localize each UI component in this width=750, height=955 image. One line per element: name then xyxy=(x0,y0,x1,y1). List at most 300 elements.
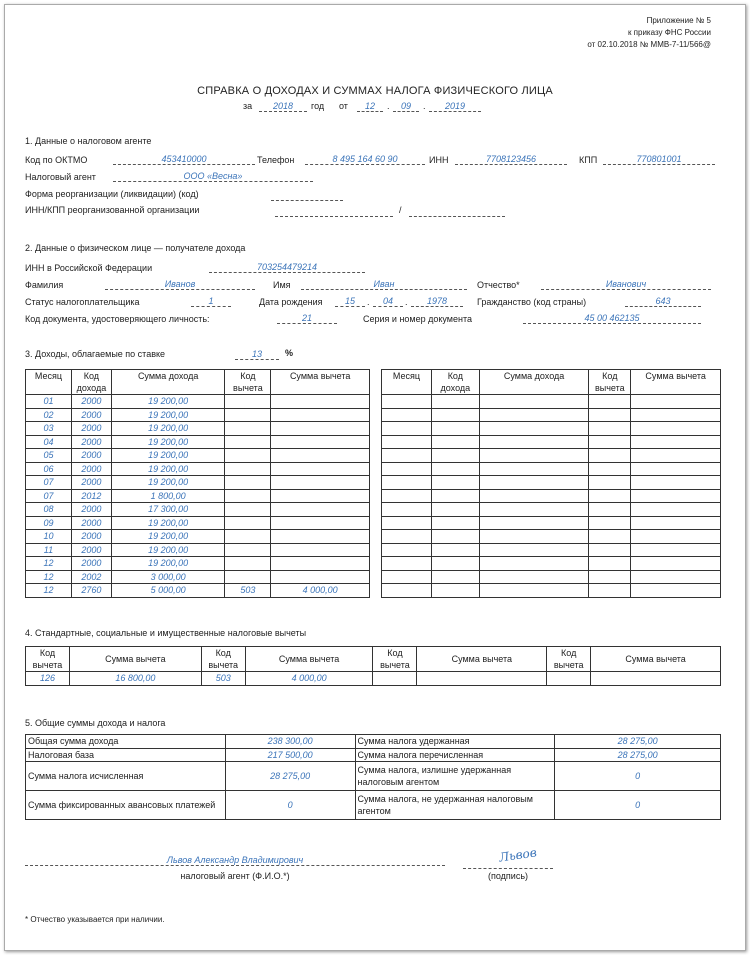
income-row xyxy=(382,584,721,598)
income-code-cell xyxy=(431,557,479,571)
deduction-sum-cell xyxy=(631,489,721,503)
income-row xyxy=(26,462,370,476)
deduction-code-cell xyxy=(589,584,631,598)
income-row xyxy=(26,516,370,530)
month-cell: 07 xyxy=(26,489,72,503)
income-code-cell: 2000 xyxy=(71,435,111,449)
tax-not-withheld-value: 0 xyxy=(555,791,721,820)
col-deduction-code: Код вычета xyxy=(201,647,245,672)
deduction-code-cell xyxy=(589,570,631,584)
signatory-name: Львов Александр Владимирович xyxy=(25,855,445,866)
income-code-cell xyxy=(431,530,479,544)
totals-row xyxy=(26,735,721,749)
deduction-sum-cell xyxy=(271,422,370,436)
income-row xyxy=(26,408,370,422)
income-code-cell: 2002 xyxy=(71,570,111,584)
deduction-sum-cell xyxy=(631,557,721,571)
date-dot: . xyxy=(423,101,426,111)
month-cell: 04 xyxy=(26,435,72,449)
income-code-cell: 2000 xyxy=(71,543,111,557)
person-inn-value: 703254479214 xyxy=(209,262,365,273)
income-code-cell: 2000 xyxy=(71,408,111,422)
deduction-sum-cell xyxy=(631,408,721,422)
income-sum-cell: 19 200,00 xyxy=(111,476,225,490)
income-sum-cell xyxy=(479,503,589,517)
income-sum-cell: 19 200,00 xyxy=(111,462,225,476)
income-sum-cell xyxy=(479,543,589,557)
tax-withheld-label: Сумма налога удержанная xyxy=(355,735,555,749)
deduction-sum-cell xyxy=(271,395,370,409)
deduction-sum-cell xyxy=(631,516,721,530)
deduction-code-cell xyxy=(589,516,631,530)
income-table-left xyxy=(25,369,370,598)
income-code-cell xyxy=(431,449,479,463)
surname-value: Иванов xyxy=(105,279,255,290)
month-cell xyxy=(382,435,432,449)
income-header-row xyxy=(382,370,721,395)
income-code-cell xyxy=(431,489,479,503)
totals-row xyxy=(26,762,721,791)
deduction-code-cell xyxy=(589,449,631,463)
col-deduction-sum: Сумма вычета xyxy=(417,647,547,672)
income-code-cell: 2000 xyxy=(71,476,111,490)
deduction-code: 503 xyxy=(201,672,245,686)
income-sum-cell xyxy=(479,570,589,584)
col-deduction-code: Код вычета xyxy=(589,370,631,395)
citizenship-value: 643 xyxy=(625,296,701,307)
signature-line xyxy=(463,867,553,869)
month-cell: 03 xyxy=(26,422,72,436)
col-deduction-sum: Сумма вычета xyxy=(631,370,721,395)
col-deduction-code: Код вычета xyxy=(373,647,417,672)
period-ot-label: от xyxy=(339,101,348,111)
deduction-sum-cell xyxy=(631,476,721,490)
doc-series-value: 45 00 462135 xyxy=(523,313,701,324)
month-cell: 12 xyxy=(26,557,72,571)
date-dot: . xyxy=(387,101,390,111)
deduction-sum-cell xyxy=(271,570,370,584)
month-cell: 02 xyxy=(26,408,72,422)
period-god-label: год xyxy=(311,101,325,111)
patronymic-label: Отчество* xyxy=(477,280,520,290)
income-sum-cell: 19 200,00 xyxy=(111,435,225,449)
deduction-code-cell xyxy=(225,530,271,544)
col-deduction-code: Код вычета xyxy=(26,647,70,672)
deduction-code-cell xyxy=(589,503,631,517)
col-income-sum: Сумма дохода xyxy=(111,370,225,395)
income-sum-cell: 19 200,00 xyxy=(111,530,225,544)
income-row xyxy=(382,408,721,422)
document-page xyxy=(4,4,746,951)
income-row xyxy=(26,435,370,449)
deduction-sum: 16 800,00 xyxy=(69,672,201,686)
income-sum-cell: 3 000,00 xyxy=(111,570,225,584)
reorg-slash: / xyxy=(399,205,402,215)
order-line: к приказу ФНС России xyxy=(627,28,711,37)
deduction-code-cell xyxy=(589,422,631,436)
income-sum-cell: 1 800,00 xyxy=(111,489,225,503)
deduction-sum xyxy=(417,672,547,686)
income-sum-cell: 19 200,00 xyxy=(111,543,225,557)
deduction-sum-cell xyxy=(271,489,370,503)
deduction-code: 126 xyxy=(26,672,70,686)
total-income-value: 238 300,00 xyxy=(225,735,355,749)
col-deduction-sum: Сумма вычета xyxy=(245,647,373,672)
income-code-cell: 2000 xyxy=(71,422,111,436)
income-row xyxy=(382,476,721,490)
section5-title: 5. Общие суммы дохода и налога xyxy=(25,718,166,728)
kpp-value: 770801001 xyxy=(603,154,715,165)
income-row xyxy=(382,530,721,544)
tax-transferred-label: Сумма налога перечисленная xyxy=(355,748,555,762)
period-za-label: за xyxy=(243,101,253,111)
deduction-code-cell xyxy=(225,408,271,422)
section1-title: 1. Данные о налоговом агенте xyxy=(25,136,152,146)
deduction-code xyxy=(547,672,591,686)
deduction-code-cell xyxy=(225,570,271,584)
month-cell: 09 xyxy=(26,516,72,530)
signature-mark: Львов xyxy=(498,845,538,865)
status-value: 1 xyxy=(191,296,231,307)
month-cell: 12 xyxy=(26,584,72,598)
income-header-row xyxy=(26,370,370,395)
income-sum-cell: 17 300,00 xyxy=(111,503,225,517)
income-code-cell xyxy=(431,476,479,490)
deduction-sum-cell xyxy=(631,422,721,436)
agent-value: ООО «Весна» xyxy=(113,171,313,182)
deduction-sum-cell xyxy=(631,435,721,449)
income-code-cell xyxy=(431,408,479,422)
income-sum-cell xyxy=(479,584,589,598)
income-row xyxy=(26,557,370,571)
col-income-sum: Сумма дохода xyxy=(479,370,589,395)
date-month: 09 xyxy=(393,101,419,112)
deduction-code-cell xyxy=(589,395,631,409)
deduction-code-cell xyxy=(225,476,271,490)
deduction-sum-cell xyxy=(271,516,370,530)
doc-series-label: Серия и номер документа xyxy=(363,314,472,324)
tax-base-label: Налоговая база xyxy=(26,748,226,762)
tax-base-value: 217 500,00 xyxy=(225,748,355,762)
phone-label: Телефон xyxy=(257,155,295,165)
deduction-sum-cell xyxy=(631,543,721,557)
deduction-sum-cell xyxy=(631,570,721,584)
deduction-code-cell xyxy=(589,557,631,571)
income-code-cell xyxy=(431,543,479,557)
appendix-header xyxy=(587,15,711,51)
patronymic-value: Иванович xyxy=(541,279,711,290)
deduction-code-cell xyxy=(225,516,271,530)
month-cell xyxy=(382,557,432,571)
deduction-sum-cell xyxy=(271,408,370,422)
deduction-sum: 4 000,00 xyxy=(245,672,373,686)
deduction-sum xyxy=(591,672,721,686)
status-label: Статус налогоплательщика xyxy=(25,297,140,307)
deductions-header-row xyxy=(26,647,721,672)
deduction-code-cell xyxy=(225,435,271,449)
deduction-code-cell xyxy=(225,489,271,503)
deduction-sum-cell xyxy=(631,530,721,544)
income-sum-cell xyxy=(479,489,589,503)
income-sum-cell xyxy=(479,422,589,436)
period-year: 2018 xyxy=(259,101,307,112)
income-code-cell xyxy=(431,462,479,476)
section4-title: 4. Стандартные, социальные и имущественные налоговые вычеты xyxy=(25,628,307,638)
deduction-sum-cell xyxy=(631,395,721,409)
date-year: 2019 xyxy=(429,101,481,112)
fixed-adv-value: 0 xyxy=(225,791,355,820)
col-income-code: Код дохода xyxy=(431,370,479,395)
month-cell: 10 xyxy=(26,530,72,544)
income-code-cell: 2000 xyxy=(71,462,111,476)
oktmo-label: Код по ОКТМО xyxy=(25,155,88,165)
income-sum-cell: 19 200,00 xyxy=(111,516,225,530)
doc-code-label: Код документа, удостоверяющего личность: xyxy=(25,314,210,324)
income-row xyxy=(382,395,721,409)
deduction-code-cell xyxy=(225,557,271,571)
deduction-sum-cell xyxy=(631,449,721,463)
date-day: 12 xyxy=(357,101,383,112)
income-sum-cell xyxy=(479,395,589,409)
income-code-cell xyxy=(431,503,479,517)
doc-code-value: 21 xyxy=(277,313,337,324)
birth-label: Дата рождения xyxy=(259,297,323,307)
month-cell: 11 xyxy=(26,543,72,557)
col-deduction-sum: Сумма вычета xyxy=(69,647,201,672)
reorg-form-label: Форма реорганизации (ликвидации) (код) xyxy=(25,189,199,199)
month-cell xyxy=(382,462,432,476)
deduction-code-cell: 503 xyxy=(225,584,271,598)
col-month: Месяц xyxy=(26,370,72,395)
footnote: * Отчество указывается при наличии. xyxy=(25,915,165,924)
deduction-code-cell xyxy=(225,462,271,476)
order-date-line: от 02.10.2018 № ММВ-7-11/566@ xyxy=(587,40,711,49)
section2-title: 2. Данные о физическом лице — получателе дохода xyxy=(25,243,246,253)
tax-calc-value: 28 275,00 xyxy=(225,762,355,791)
income-sum-cell xyxy=(479,476,589,490)
deduction-sum-cell xyxy=(271,557,370,571)
income-code-cell: 2760 xyxy=(71,584,111,598)
income-sum-cell: 19 200,00 xyxy=(111,395,225,409)
income-row xyxy=(26,543,370,557)
citizenship-label: Гражданство (код страны) xyxy=(477,297,587,307)
person-inn-label: ИНН в Российской Федерации xyxy=(25,263,153,273)
month-cell: 12 xyxy=(26,570,72,584)
month-cell xyxy=(382,476,432,490)
income-sum-cell: 19 200,00 xyxy=(111,408,225,422)
income-table-right xyxy=(381,369,721,598)
income-code-cell xyxy=(431,570,479,584)
income-row xyxy=(26,395,370,409)
income-code-cell: 2000 xyxy=(71,449,111,463)
income-code-cell xyxy=(431,516,479,530)
deduction-sum-cell xyxy=(631,584,721,598)
month-cell xyxy=(382,570,432,584)
tax-excess-label: Сумма налога, излишне удержанная налоговым агентом xyxy=(355,762,555,791)
month-cell xyxy=(382,422,432,436)
deduction-code-cell xyxy=(589,543,631,557)
birth-year: 1978 xyxy=(411,296,463,307)
tax-calc-label: Сумма налога исчисленная xyxy=(26,762,226,791)
income-sum-cell xyxy=(479,462,589,476)
income-row xyxy=(382,462,721,476)
deductions-value-row xyxy=(26,672,721,686)
rate-value: 13 xyxy=(235,349,279,360)
income-row xyxy=(382,489,721,503)
month-cell xyxy=(382,543,432,557)
birth-day: 15 xyxy=(335,296,365,307)
reorg-kpp-field xyxy=(409,205,505,217)
kpp-label: КПП xyxy=(579,155,598,165)
income-row xyxy=(26,570,370,584)
income-sum-cell xyxy=(479,557,589,571)
deduction-code-cell xyxy=(589,408,631,422)
agent-label: Налоговый агент xyxy=(25,172,96,182)
month-cell: 05 xyxy=(26,449,72,463)
month-cell xyxy=(382,503,432,517)
income-code-cell: 2000 xyxy=(71,516,111,530)
agent-inn-label: ИНН xyxy=(429,155,449,165)
income-sum-cell: 19 200,00 xyxy=(111,422,225,436)
deduction-code-cell xyxy=(225,395,271,409)
page-title: СПРАВКА О ДОХОДАХ И СУММАХ НАЛОГА ФИЗИЧЕСКОГО ЛИЦА xyxy=(197,85,553,97)
section3-title: 3. Доходы, облагаемые по ставке xyxy=(25,349,166,359)
income-code-cell xyxy=(431,584,479,598)
reorg-form-field xyxy=(271,189,343,201)
deduction-sum-cell xyxy=(271,449,370,463)
month-cell: 06 xyxy=(26,462,72,476)
deduction-sum-cell xyxy=(271,530,370,544)
month-cell: 01 xyxy=(26,395,72,409)
tax-transferred-value: 28 275,00 xyxy=(555,748,721,762)
deduction-sum-cell xyxy=(271,476,370,490)
income-code-cell: 2000 xyxy=(71,557,111,571)
percent-sign: % xyxy=(285,348,294,358)
birth-month: 04 xyxy=(373,296,403,307)
col-income-code: Код дохода xyxy=(71,370,111,395)
month-cell xyxy=(382,489,432,503)
agent-inn-value: 7708123456 xyxy=(455,154,567,165)
deduction-code-cell xyxy=(589,476,631,490)
deduction-sum-cell xyxy=(271,503,370,517)
income-sum-cell xyxy=(479,530,589,544)
income-code-cell xyxy=(431,395,479,409)
income-sum-cell xyxy=(479,449,589,463)
birth-dot: . xyxy=(405,297,408,307)
income-sum-cell: 19 200,00 xyxy=(111,449,225,463)
month-cell: 07 xyxy=(26,476,72,490)
surname-label: Фамилия xyxy=(25,280,64,290)
col-deduction-code: Код вычета xyxy=(225,370,271,395)
deduction-sum-cell: 4 000,00 xyxy=(271,584,370,598)
tax-excess-value: 0 xyxy=(555,762,721,791)
reorg-inn-label: ИНН/КПП реорганизованной организации xyxy=(25,205,200,215)
deduction-sum-cell xyxy=(271,435,370,449)
reorg-inn-field xyxy=(275,205,393,217)
fixed-adv-label: Сумма фиксированных авансовых платежей xyxy=(26,791,226,820)
name-label: Имя xyxy=(273,280,291,290)
income-row xyxy=(382,557,721,571)
tax-withheld-value: 28 275,00 xyxy=(555,735,721,749)
income-row xyxy=(26,476,370,490)
income-sum-cell xyxy=(479,408,589,422)
deduction-code-cell xyxy=(225,543,271,557)
deduction-code xyxy=(373,672,417,686)
col-deduction-sum: Сумма вычета xyxy=(271,370,370,395)
income-row xyxy=(382,543,721,557)
income-row xyxy=(26,503,370,517)
deduction-code-cell xyxy=(225,449,271,463)
deductions-table xyxy=(25,646,721,686)
total-income-label: Общая сумма дохода xyxy=(26,735,226,749)
phone-value: 8 495 164 60 90 xyxy=(305,154,425,165)
income-row xyxy=(26,449,370,463)
month-cell: 08 xyxy=(26,503,72,517)
deduction-code-cell xyxy=(225,503,271,517)
income-row xyxy=(382,570,721,584)
deduction-code-cell xyxy=(589,489,631,503)
tax-not-withheld-label: Сумма налога, не удержанная налоговым агентом xyxy=(355,791,555,820)
deduction-sum-cell xyxy=(271,543,370,557)
deduction-sum-cell xyxy=(631,462,721,476)
income-code-cell: 2000 xyxy=(71,503,111,517)
income-row xyxy=(26,422,370,436)
income-code-cell: 2012 xyxy=(71,489,111,503)
income-row xyxy=(26,530,370,544)
month-cell xyxy=(382,408,432,422)
month-cell xyxy=(382,516,432,530)
month-cell xyxy=(382,530,432,544)
signatory-caption: налоговый агент (Ф.И.О.*) xyxy=(180,871,290,881)
col-month: Месяц xyxy=(382,370,432,395)
totals-table xyxy=(25,734,721,820)
name-value: Иван xyxy=(301,279,467,290)
income-code-cell: 2000 xyxy=(71,395,111,409)
month-cell xyxy=(382,395,432,409)
income-code-cell xyxy=(431,422,479,436)
signature-caption: (подпись) xyxy=(487,871,529,881)
income-row xyxy=(382,449,721,463)
deduction-code-cell xyxy=(225,422,271,436)
deduction-sum-cell xyxy=(631,503,721,517)
appendix-line: Приложение № 5 xyxy=(646,16,711,25)
deduction-sum-cell xyxy=(271,462,370,476)
income-row xyxy=(26,584,370,598)
income-row xyxy=(382,503,721,517)
birth-dot: . xyxy=(367,297,370,307)
col-deduction-code: Код вычета xyxy=(547,647,591,672)
income-code-cell: 2000 xyxy=(71,530,111,544)
income-sum-cell xyxy=(479,516,589,530)
deduction-code-cell xyxy=(589,435,631,449)
income-row xyxy=(382,422,721,436)
income-code-cell xyxy=(431,435,479,449)
totals-row xyxy=(26,748,721,762)
income-sum-cell: 5 000,00 xyxy=(111,584,225,598)
income-row xyxy=(382,516,721,530)
deduction-code-cell xyxy=(589,462,631,476)
oktmo-value: 453410000 xyxy=(113,154,255,165)
deduction-code-cell xyxy=(589,530,631,544)
income-row xyxy=(26,489,370,503)
income-row xyxy=(382,435,721,449)
col-deduction-sum: Сумма вычета xyxy=(591,647,721,672)
income-sum-cell: 19 200,00 xyxy=(111,557,225,571)
totals-row xyxy=(26,791,721,820)
income-sum-cell xyxy=(479,435,589,449)
month-cell xyxy=(382,449,432,463)
month-cell xyxy=(382,584,432,598)
